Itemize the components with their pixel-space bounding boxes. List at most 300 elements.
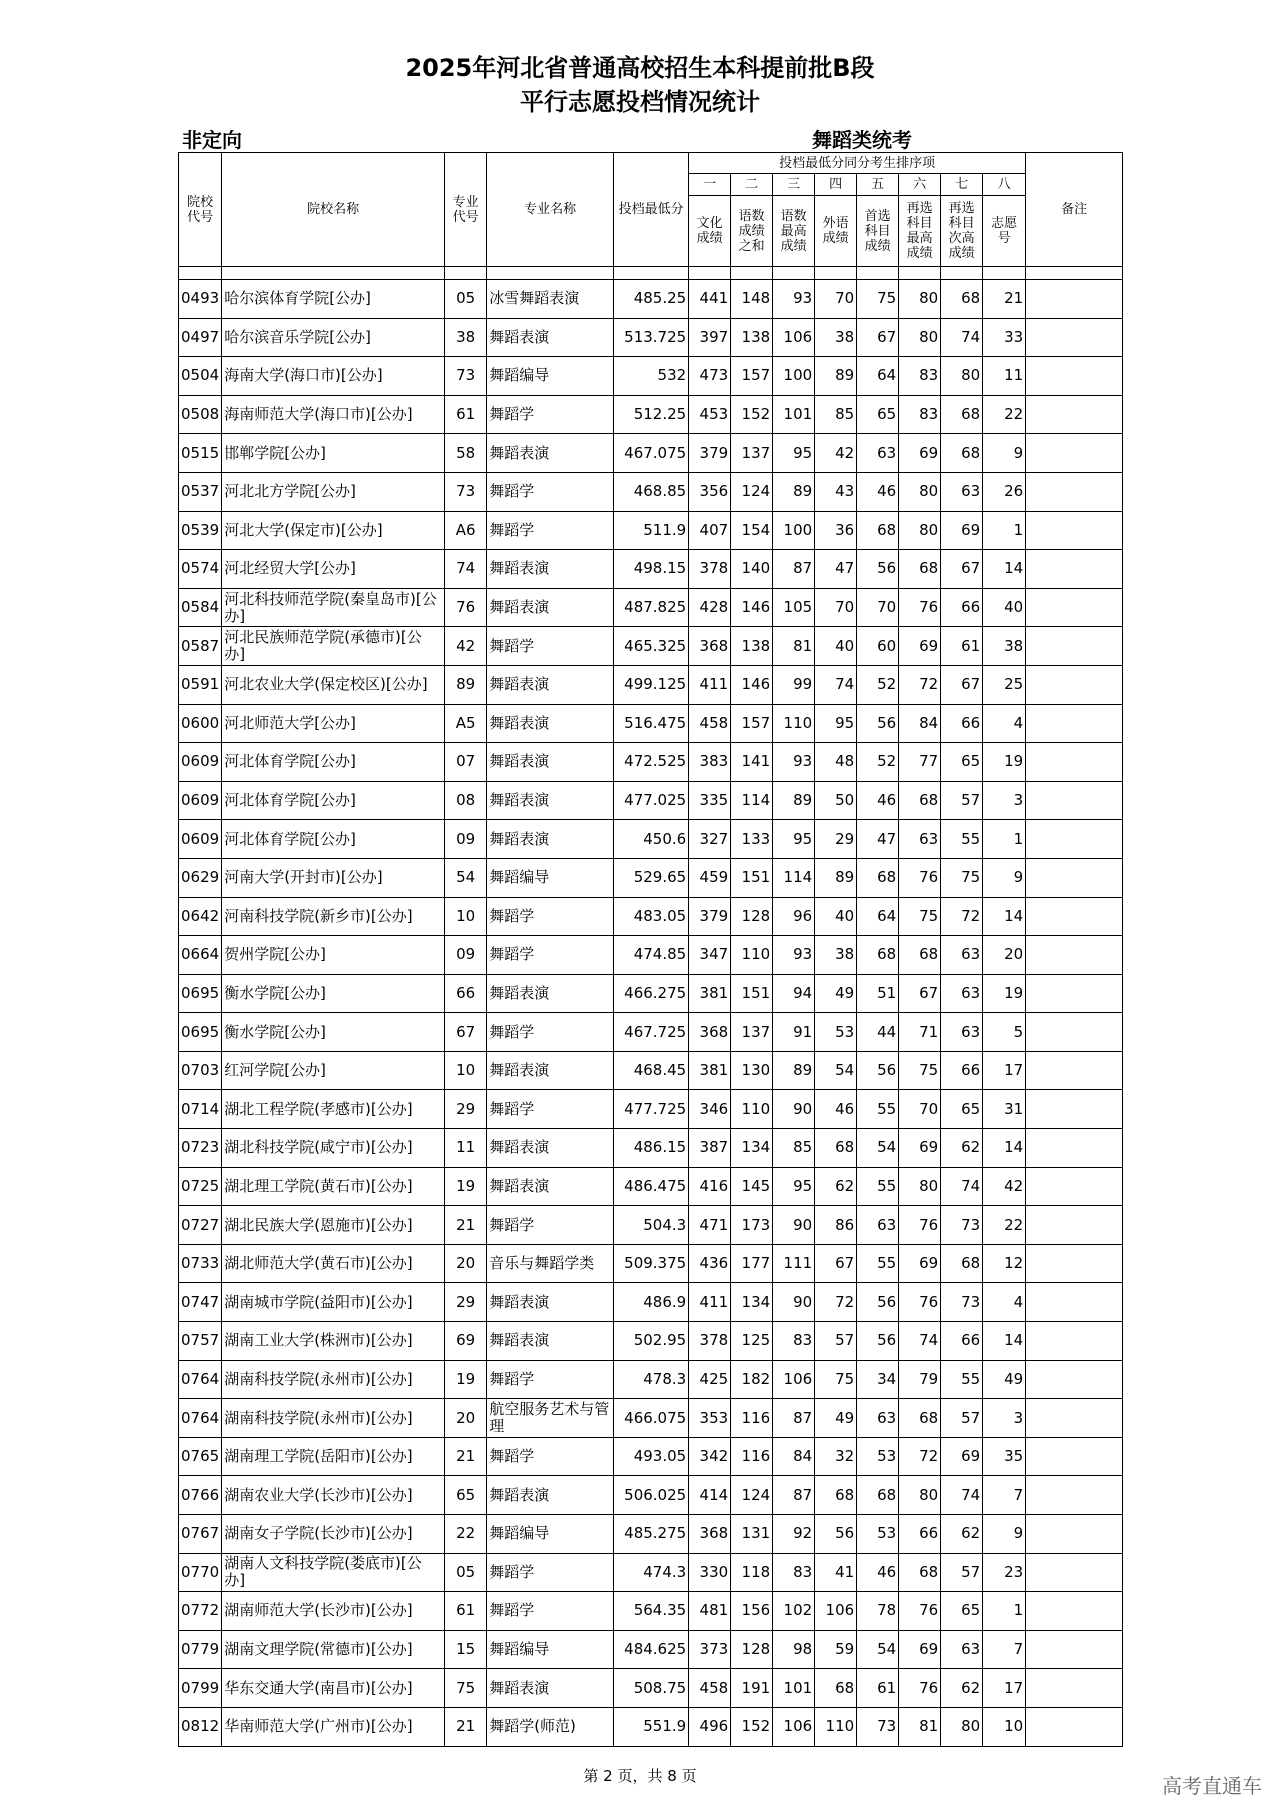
table-row	[179, 1515, 1123, 1554]
cell-score: 486.475	[614, 1167, 689, 1206]
cell-mcode: 09	[445, 820, 487, 859]
cell-remark	[1026, 1244, 1123, 1283]
cell-s8: 5	[983, 1013, 1026, 1052]
cell-mcode: 29	[445, 1283, 487, 1322]
cell-s3: 106	[773, 318, 815, 357]
cell-s7: 63	[941, 472, 983, 511]
cell-s8: 35	[983, 1437, 1026, 1476]
cell-s6: 71	[899, 1013, 941, 1052]
cell-major: 舞蹈表演	[487, 434, 614, 473]
cell-school: 湖北民族大学(恩施市)[公办]	[222, 1206, 445, 1245]
table-row	[179, 1360, 1123, 1399]
cell-major: 舞蹈表演	[487, 318, 614, 357]
cell-major: 舞蹈学	[487, 1360, 614, 1399]
cell-mcode: 69	[445, 1322, 487, 1361]
cell-s2: 118	[731, 1553, 773, 1592]
cell-s7: 68	[941, 280, 983, 319]
cell-s4: 48	[815, 743, 857, 782]
table-row	[179, 897, 1123, 936]
cell-remark	[1026, 588, 1123, 627]
header-num: 六	[899, 174, 941, 196]
cell-major: 舞蹈学(师范)	[487, 1707, 614, 1746]
table-row	[179, 280, 1123, 319]
cell-major: 舞蹈学	[487, 1013, 614, 1052]
cell-code: 0772	[179, 1592, 222, 1631]
cell-mcode: A5	[445, 704, 487, 743]
cell-s4: 72	[815, 1283, 857, 1322]
cell-s1: 436	[689, 1244, 731, 1283]
cell-s6: 69	[899, 1244, 941, 1283]
cell-remark	[1026, 1399, 1123, 1438]
cell-score: 468.85	[614, 472, 689, 511]
cell-school: 哈尔滨体育学院[公办]	[222, 280, 445, 319]
cell-score: 511.9	[614, 511, 689, 550]
header-num: 五	[857, 174, 899, 196]
cell-s6: 69	[899, 434, 941, 473]
cell-s4: 49	[815, 1399, 857, 1438]
cell-s3: 93	[773, 280, 815, 319]
cell-s4: 47	[815, 550, 857, 589]
cell-school: 贺州学院[公办]	[222, 936, 445, 975]
cell-remark	[1026, 1051, 1123, 1090]
cell-s7: 68	[941, 1244, 983, 1283]
cell-s7: 74	[941, 1167, 983, 1206]
table-row	[179, 1167, 1123, 1206]
cell-s4: 68	[815, 1476, 857, 1515]
cell-s5: 53	[857, 1515, 899, 1554]
cell-school: 海南师范大学(海口市)[公办]	[222, 395, 445, 434]
cell-mcode: 21	[445, 1206, 487, 1245]
cell-s3: 92	[773, 1515, 815, 1554]
cell-mcode: 65	[445, 1476, 487, 1515]
cell-s6: 80	[899, 511, 941, 550]
cell-s8: 4	[983, 1283, 1026, 1322]
cell-s4: 110	[815, 1707, 857, 1746]
cell-code: 0723	[179, 1129, 222, 1168]
cell-score: 513.725	[614, 318, 689, 357]
cell-mcode: 21	[445, 1437, 487, 1476]
cell-major: 舞蹈表演	[487, 743, 614, 782]
cell-s6: 66	[899, 1515, 941, 1554]
cell-s2: 177	[731, 1244, 773, 1283]
header-num: 一	[689, 174, 731, 196]
cell-s5: 55	[857, 1244, 899, 1283]
cell-code: 0733	[179, 1244, 222, 1283]
cell-major: 航空服务艺术与管理	[487, 1399, 614, 1438]
cell-code: 0587	[179, 627, 222, 666]
cell-score: 487.825	[614, 588, 689, 627]
cell-s8: 22	[983, 395, 1026, 434]
cell-s1: 383	[689, 743, 731, 782]
cell-major: 舞蹈表演	[487, 974, 614, 1013]
cell-s1: 425	[689, 1360, 731, 1399]
cell-s1: 378	[689, 550, 731, 589]
cell-code: 0766	[179, 1476, 222, 1515]
cell-s8: 22	[983, 1206, 1026, 1245]
cell-s2: 157	[731, 704, 773, 743]
cell-s5: 63	[857, 1206, 899, 1245]
cell-s1: 368	[689, 1515, 731, 1554]
cell-school: 湖南农业大学(长沙市)[公办]	[222, 1476, 445, 1515]
cell-code: 0539	[179, 511, 222, 550]
cell-school: 河北民族师范学院(承德市)[公办]	[222, 627, 445, 666]
cell-code: 0779	[179, 1630, 222, 1669]
cell-score: 504.3	[614, 1206, 689, 1245]
cell-s7: 69	[941, 1437, 983, 1476]
cell-s8: 9	[983, 434, 1026, 473]
cell-s6: 80	[899, 1167, 941, 1206]
cell-score: 466.075	[614, 1399, 689, 1438]
cell-mcode: 21	[445, 1707, 487, 1746]
cell-s6: 76	[899, 1206, 941, 1245]
cell-mcode: 38	[445, 318, 487, 357]
cell-mcode: 42	[445, 627, 487, 666]
cell-s4: 59	[815, 1630, 857, 1669]
cell-code: 0584	[179, 588, 222, 627]
cell-s6: 76	[899, 1592, 941, 1631]
cell-s3: 83	[773, 1322, 815, 1361]
cell-score: 516.475	[614, 704, 689, 743]
cell-school: 湖北工程学院(孝感市)[公办]	[222, 1090, 445, 1129]
cell-remark	[1026, 1206, 1123, 1245]
cell-score: 485.275	[614, 1515, 689, 1554]
table-row	[179, 1206, 1123, 1245]
cell-s6: 83	[899, 357, 941, 396]
cell-s1: 327	[689, 820, 731, 859]
header-remark: 备注	[1026, 153, 1123, 267]
cell-s5: 68	[857, 858, 899, 897]
table-row	[179, 820, 1123, 859]
cell-s4: 62	[815, 1167, 857, 1206]
cell-s2: 125	[731, 1322, 773, 1361]
cell-s2: 151	[731, 974, 773, 1013]
cell-s4: 67	[815, 1244, 857, 1283]
cell-mcode: 58	[445, 434, 487, 473]
cell-s7: 63	[941, 1013, 983, 1052]
cell-score: 532	[614, 357, 689, 396]
cell-major: 舞蹈编导	[487, 1630, 614, 1669]
cell-s7: 57	[941, 1553, 983, 1592]
cell-school: 河北师范大学[公办]	[222, 704, 445, 743]
cell-s3: 87	[773, 550, 815, 589]
cell-mcode: 61	[445, 395, 487, 434]
cell-s4: 32	[815, 1437, 857, 1476]
cell-s1: 387	[689, 1129, 731, 1168]
cell-mcode: 73	[445, 357, 487, 396]
cell-score: 484.625	[614, 1630, 689, 1669]
cell-s3: 89	[773, 781, 815, 820]
cell-remark	[1026, 1090, 1123, 1129]
cell-s5: 63	[857, 434, 899, 473]
cell-s3: 101	[773, 395, 815, 434]
cell-s3: 93	[773, 936, 815, 975]
cell-s8: 42	[983, 1167, 1026, 1206]
header-num: 七	[941, 174, 983, 196]
cell-s8: 1	[983, 511, 1026, 550]
table-row	[179, 1437, 1123, 1476]
table-row	[179, 1322, 1123, 1361]
cell-s1: 407	[689, 511, 731, 550]
header-major-name: 专业名称	[487, 153, 614, 267]
cell-school: 湖南文理学院(常德市)[公办]	[222, 1630, 445, 1669]
cell-s7: 80	[941, 1707, 983, 1746]
cell-s1: 381	[689, 974, 731, 1013]
cell-s1: 411	[689, 1283, 731, 1322]
cell-score: 512.25	[614, 395, 689, 434]
cell-major: 舞蹈表演	[487, 588, 614, 627]
cell-s2: 130	[731, 1051, 773, 1090]
cell-s5: 46	[857, 1553, 899, 1592]
cell-s6: 84	[899, 704, 941, 743]
cell-s5: 61	[857, 1669, 899, 1708]
cell-s5: 65	[857, 395, 899, 434]
cell-code: 0600	[179, 704, 222, 743]
cell-s8: 11	[983, 357, 1026, 396]
cell-s5: 70	[857, 588, 899, 627]
cell-s2: 146	[731, 588, 773, 627]
header-sub: 语数成绩之和	[731, 196, 773, 267]
cell-mcode: 66	[445, 974, 487, 1013]
cell-school: 湖南理工学院(岳阳市)[公办]	[222, 1437, 445, 1476]
cell-major: 舞蹈表演	[487, 820, 614, 859]
cell-remark	[1026, 1592, 1123, 1631]
table-row	[179, 1129, 1123, 1168]
cell-mcode: 73	[445, 472, 487, 511]
cell-remark	[1026, 280, 1123, 319]
cell-s1: 346	[689, 1090, 731, 1129]
cell-s7: 65	[941, 743, 983, 782]
table-row	[179, 434, 1123, 473]
cell-s6: 69	[899, 1630, 941, 1669]
cell-school: 湖南科技学院(永州市)[公办]	[222, 1399, 445, 1438]
cell-s5: 46	[857, 781, 899, 820]
cell-remark	[1026, 550, 1123, 589]
cell-major: 舞蹈学	[487, 1090, 614, 1129]
cell-s5: 73	[857, 1707, 899, 1746]
cell-code: 0537	[179, 472, 222, 511]
table-row	[179, 1553, 1123, 1592]
cell-s8: 40	[983, 588, 1026, 627]
cell-s4: 54	[815, 1051, 857, 1090]
cell-major: 舞蹈表演	[487, 1476, 614, 1515]
cell-mcode: 29	[445, 1090, 487, 1129]
cell-score: 502.95	[614, 1322, 689, 1361]
cell-score: 551.9	[614, 1707, 689, 1746]
cell-s4: 49	[815, 974, 857, 1013]
cell-remark	[1026, 704, 1123, 743]
cell-s7: 74	[941, 1476, 983, 1515]
cell-major: 舞蹈学	[487, 395, 614, 434]
cell-remark	[1026, 781, 1123, 820]
cell-score: 483.05	[614, 897, 689, 936]
cell-s6: 70	[899, 1090, 941, 1129]
table-row	[179, 550, 1123, 589]
header-sub: 首选科目成绩	[857, 196, 899, 267]
cell-school: 华东交通大学(南昌市)[公办]	[222, 1669, 445, 1708]
table-row	[179, 511, 1123, 550]
cell-s4: 53	[815, 1013, 857, 1052]
cell-mcode: 89	[445, 665, 487, 704]
cell-school: 海南大学(海口市)[公办]	[222, 357, 445, 396]
cell-mcode: 75	[445, 1669, 487, 1708]
cell-remark	[1026, 936, 1123, 975]
header-num: 二	[731, 174, 773, 196]
header-sub: 志愿号	[983, 196, 1026, 267]
cell-major: 舞蹈表演	[487, 1167, 614, 1206]
cell-s6: 80	[899, 472, 941, 511]
cell-mcode: 19	[445, 1167, 487, 1206]
cell-s3: 100	[773, 511, 815, 550]
cell-s8: 19	[983, 743, 1026, 782]
cell-s2: 151	[731, 858, 773, 897]
cell-major: 舞蹈表演	[487, 704, 614, 743]
table-row	[179, 665, 1123, 704]
header-sub: 语数最高成绩	[773, 196, 815, 267]
cell-school: 华南师范大学(广州市)[公办]	[222, 1707, 445, 1746]
cell-s2: 137	[731, 1013, 773, 1052]
cell-s2: 173	[731, 1206, 773, 1245]
cell-s6: 75	[899, 1051, 941, 1090]
table-row	[179, 588, 1123, 627]
cell-major: 舞蹈编导	[487, 357, 614, 396]
cell-s2: 157	[731, 357, 773, 396]
cell-score: 509.375	[614, 1244, 689, 1283]
cell-remark	[1026, 858, 1123, 897]
cell-s6: 80	[899, 280, 941, 319]
cell-s6: 76	[899, 858, 941, 897]
table-row	[179, 743, 1123, 782]
cell-s4: 68	[815, 1669, 857, 1708]
cell-s8: 26	[983, 472, 1026, 511]
cell-s1: 379	[689, 434, 731, 473]
cell-remark	[1026, 820, 1123, 859]
cell-s5: 68	[857, 511, 899, 550]
cell-s4: 50	[815, 781, 857, 820]
cell-s8: 10	[983, 1707, 1026, 1746]
cell-s1: 368	[689, 1013, 731, 1052]
cell-s2: 134	[731, 1283, 773, 1322]
cell-s8: 7	[983, 1630, 1026, 1669]
cell-s5: 44	[857, 1013, 899, 1052]
cell-s6: 68	[899, 550, 941, 589]
cell-s1: 411	[689, 665, 731, 704]
cell-s5: 54	[857, 1129, 899, 1168]
cell-code: 0725	[179, 1167, 222, 1206]
cell-remark	[1026, 1322, 1123, 1361]
cell-school: 湖南科技学院(永州市)[公办]	[222, 1360, 445, 1399]
table-row	[179, 936, 1123, 975]
cell-s3: 81	[773, 627, 815, 666]
cell-s8: 4	[983, 704, 1026, 743]
cell-school: 湖北理工学院(黄石市)[公办]	[222, 1167, 445, 1206]
cell-major: 舞蹈表演	[487, 1322, 614, 1361]
cell-major: 舞蹈学	[487, 627, 614, 666]
cell-s5: 64	[857, 357, 899, 396]
cell-school: 邯郸学院[公办]	[222, 434, 445, 473]
cell-score: 486.9	[614, 1283, 689, 1322]
header-num: 八	[983, 174, 1026, 196]
cell-code: 0508	[179, 395, 222, 434]
page-title: 2025年河北省普通高校招生本科提前批B段	[405, 54, 875, 82]
cell-s8: 14	[983, 550, 1026, 589]
cell-s8: 31	[983, 1090, 1026, 1129]
header-major-code: 专业代号	[445, 153, 487, 267]
table-row	[179, 472, 1123, 511]
cell-score: 472.525	[614, 743, 689, 782]
cell-mcode: 76	[445, 588, 487, 627]
cell-s6: 81	[899, 1707, 941, 1746]
cell-s4: 36	[815, 511, 857, 550]
cell-score: 485.25	[614, 280, 689, 319]
cell-school: 河北经贸大学[公办]	[222, 550, 445, 589]
cell-remark	[1026, 395, 1123, 434]
cell-score: 508.75	[614, 1669, 689, 1708]
cell-remark	[1026, 1515, 1123, 1554]
cell-s4: 40	[815, 897, 857, 936]
cell-s5: 34	[857, 1360, 899, 1399]
cell-major: 舞蹈表演	[487, 1051, 614, 1090]
cell-s6: 74	[899, 1322, 941, 1361]
table-row	[179, 627, 1123, 666]
cell-s2: 116	[731, 1437, 773, 1476]
cell-s8: 17	[983, 1051, 1026, 1090]
cell-s8: 7	[983, 1476, 1026, 1515]
cell-mcode: 74	[445, 550, 487, 589]
cell-code: 0609	[179, 781, 222, 820]
cell-s8: 3	[983, 781, 1026, 820]
cell-remark	[1026, 1013, 1123, 1052]
cell-remark	[1026, 1167, 1123, 1206]
cell-school: 湖南女子学院(长沙市)[公办]	[222, 1515, 445, 1554]
cell-remark	[1026, 1283, 1123, 1322]
table-row	[179, 858, 1123, 897]
cell-s4: 85	[815, 395, 857, 434]
cell-s1: 342	[689, 1437, 731, 1476]
cell-major: 舞蹈表演	[487, 665, 614, 704]
cell-s2: 154	[731, 511, 773, 550]
cell-s5: 64	[857, 897, 899, 936]
cell-school: 哈尔滨音乐学院[公办]	[222, 318, 445, 357]
admission-table	[178, 152, 1123, 1747]
category-right-label: 舞蹈类统考	[812, 128, 912, 152]
header-tiebreak-group: 投档最低分同分考生排序项	[689, 153, 1026, 174]
cell-s6: 77	[899, 743, 941, 782]
cell-s4: 43	[815, 472, 857, 511]
cell-mcode: 67	[445, 1013, 487, 1052]
cell-s4: 42	[815, 434, 857, 473]
cell-s4: 29	[815, 820, 857, 859]
cell-s5: 56	[857, 1051, 899, 1090]
cell-s1: 481	[689, 1592, 731, 1631]
cell-s1: 459	[689, 858, 731, 897]
cell-score: 465.325	[614, 627, 689, 666]
cell-code: 0703	[179, 1051, 222, 1090]
cell-s3: 84	[773, 1437, 815, 1476]
cell-s8: 1	[983, 820, 1026, 859]
cell-s5: 55	[857, 1167, 899, 1206]
cell-s5: 78	[857, 1592, 899, 1631]
cell-s1: 453	[689, 395, 731, 434]
cell-remark	[1026, 1707, 1123, 1746]
table-row	[179, 357, 1123, 396]
cell-s5: 67	[857, 318, 899, 357]
cell-remark	[1026, 665, 1123, 704]
cell-s7: 63	[941, 1630, 983, 1669]
cell-s6: 72	[899, 665, 941, 704]
cell-code: 0770	[179, 1553, 222, 1592]
cell-s7: 67	[941, 550, 983, 589]
cell-s6: 68	[899, 781, 941, 820]
